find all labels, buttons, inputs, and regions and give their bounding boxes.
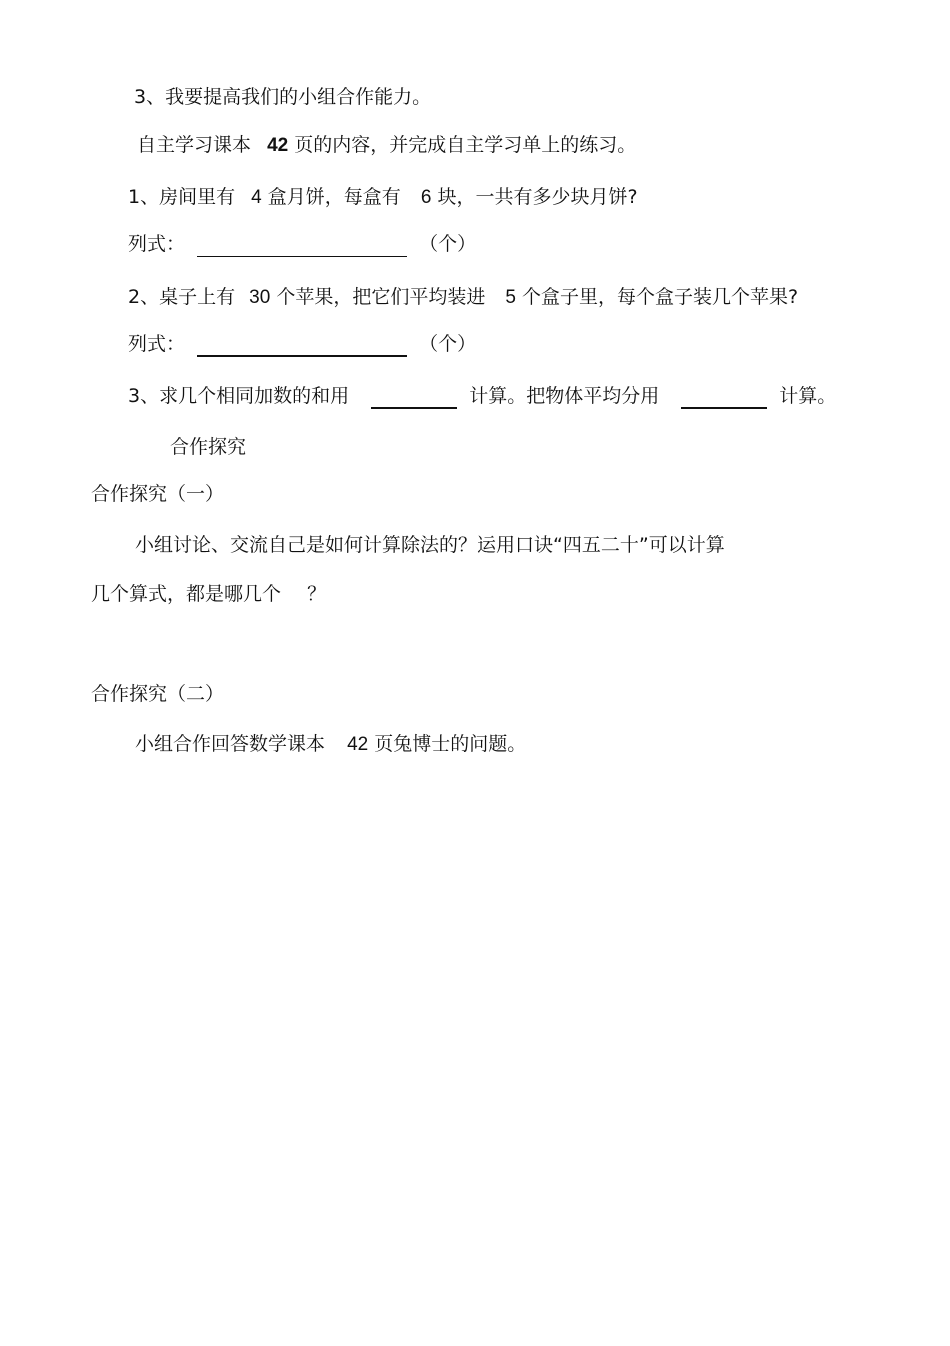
q1-part1: 1、房间里有 xyxy=(128,186,236,208)
q3-blank-2[interactable] xyxy=(681,387,767,409)
q2-part1: 2、桌子上有 xyxy=(128,286,236,308)
coop1-line2a: 几个算式，都是哪几个 xyxy=(91,583,282,605)
question-1 xyxy=(128,184,638,211)
q3-part3: 计算。 xyxy=(779,385,837,407)
q1-n1: 4 xyxy=(251,187,262,208)
coop2-title: 合作探究（二） xyxy=(91,683,225,705)
q1-formula-row xyxy=(128,231,476,257)
q2-unit: （个） xyxy=(419,333,477,355)
q2-formula-label: 列式： xyxy=(128,333,186,355)
coop1-title: 合作探究（一） xyxy=(91,483,225,505)
goal-3 xyxy=(134,84,431,110)
q1-unit: （个） xyxy=(419,233,477,255)
q3-part1: 3、求几个相同加数的和用 xyxy=(128,385,350,407)
self-study-suffix: 页的内容，并完成自主学习单上的练习。 xyxy=(294,134,637,156)
q3-blank-1[interactable] xyxy=(371,387,457,409)
self-study-page: 42 xyxy=(267,135,289,156)
q1-formula-blank[interactable] xyxy=(197,236,407,257)
coop2-paragraph xyxy=(135,731,526,758)
self-study-prefix: 自主学习课本 xyxy=(137,134,252,156)
q2-n1: 30 xyxy=(249,287,271,308)
coop2-prefix: 小组合作回答数学课本 xyxy=(135,733,326,755)
q2-part3: 个盒子里，每个盒子装几个苹果? xyxy=(522,286,799,308)
coop-section-title xyxy=(170,434,246,460)
self-study-instruction xyxy=(137,132,636,159)
coop1-paragraph-line1 xyxy=(135,532,725,558)
q3-part2: 计算。把物体平均分用 xyxy=(469,385,660,407)
coop1-paragraph-line2 xyxy=(91,581,326,607)
question-2 xyxy=(128,284,798,311)
q2-part2: 个苹果，把它们平均装进 xyxy=(276,286,486,308)
q2-n2: 5 xyxy=(505,287,516,308)
q2-formula-row xyxy=(128,331,476,357)
q2-formula-blank[interactable] xyxy=(197,335,407,357)
goal-3-text: 3、我要提高我们的小组合作能力。 xyxy=(134,86,432,108)
q1-n2: 6 xyxy=(420,187,432,208)
coop1-heading xyxy=(91,481,224,507)
q1-part3: 块，一共有多少块月饼? xyxy=(437,186,638,208)
coop-title-text: 合作探究 xyxy=(170,436,247,458)
coop2-heading xyxy=(91,681,224,707)
coop2-suffix: 页兔博士的问题。 xyxy=(374,733,527,755)
coop1-line2b: ？ xyxy=(307,583,327,605)
q1-part2: 盒月饼，每盒有 xyxy=(267,186,401,208)
question-3 xyxy=(128,383,836,409)
coop1-line1: 小组讨论、交流自己是如何计算除法的？运用口诀“四五二十”可以计算 xyxy=(135,534,725,556)
q1-formula-label: 列式： xyxy=(128,233,186,255)
coop2-page: 42 xyxy=(347,734,369,755)
